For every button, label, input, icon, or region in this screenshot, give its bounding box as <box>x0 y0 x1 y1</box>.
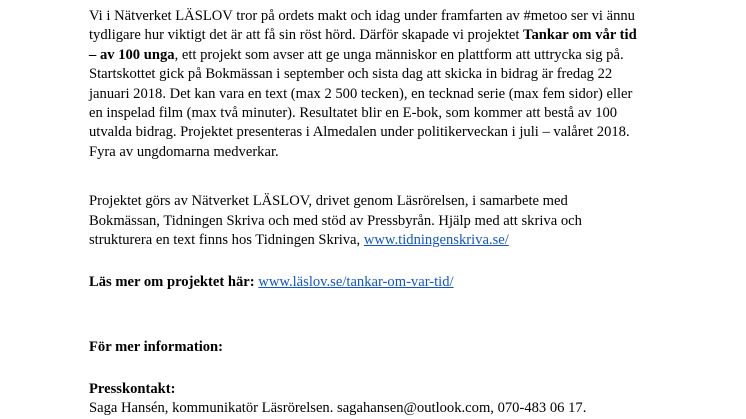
text-line <box>89 231 669 250</box>
read-more-line <box>89 273 669 292</box>
text-segment: tydligare hur viktigt det är att få sin röst hörd. Därför skapade vi projektet <box>89 27 524 44</box>
more-info-heading: För mer information: <box>89 338 224 355</box>
text-line: Projektet görs av Nätverket LÄSLOV, drivet genom Läsrörelsen, i samarbete med <box>89 193 568 210</box>
text-line: utvalda bidrag. Projektet presenteras i Almedalen under politikerveckan i juli – valåret 2018. <box>89 124 630 141</box>
text-line: en inspelad film (max två minuter). Resultatet blir en E-bok, som kommer att bestå av 100 <box>89 104 618 121</box>
tidningen-skriva-link[interactable]: www.tidningenskriva.se/ <box>363 231 509 248</box>
text-line: Bokmässan, Tidningen Skriva och med stöd av Pressbyrån. Hjälp med att skriva och <box>89 212 582 229</box>
text-line: Vi i Nätverket LÄSLOV tror på ordets makt och idag under framfarten av #metoo ser vi ännu <box>89 8 635 24</box>
text-segment: , ett projekt som avser att ge unga människor en plattform att uttrycka sig på. <box>174 46 624 63</box>
read-more-label: Läs mer om projektet här: <box>89 274 255 291</box>
text-line <box>89 273 669 292</box>
text-line <box>89 46 669 65</box>
partners-paragraph <box>89 192 669 250</box>
project-title-bold: Tankar om vår tid <box>523 27 637 44</box>
press-contact-details: Saga Hansén, kommunikatör Läsrörelsen. sagahansen@outlook.com, 070-483 06 17. <box>89 400 587 417</box>
project-subtitle-bold: – av 100 unga <box>89 46 175 63</box>
text-line: Startskottet gick på Bokmässan i september och sista dag att skicka in bidrag är fredag 22 <box>89 66 613 83</box>
text-line: januari 2018. Det kan vara en text (max 2 500 tecken), en tecknad serie (max fem sidor) eller <box>89 85 633 102</box>
intro-paragraph <box>89 7 669 162</box>
press-contact-heading: Presskontakt: <box>89 381 176 398</box>
press-contact-section <box>89 380 669 419</box>
text-segment: strukturera en text finns hos Tidningen Skriva, <box>89 231 364 248</box>
more-info-section <box>89 338 669 357</box>
press-release-body <box>89 7 669 419</box>
text-line: Fyra av ungdomarna medverkar. <box>89 143 279 160</box>
project-page-link[interactable]: www.läslov.se/tankar-om-var-tid/ <box>258 274 454 291</box>
text-line <box>89 26 669 45</box>
